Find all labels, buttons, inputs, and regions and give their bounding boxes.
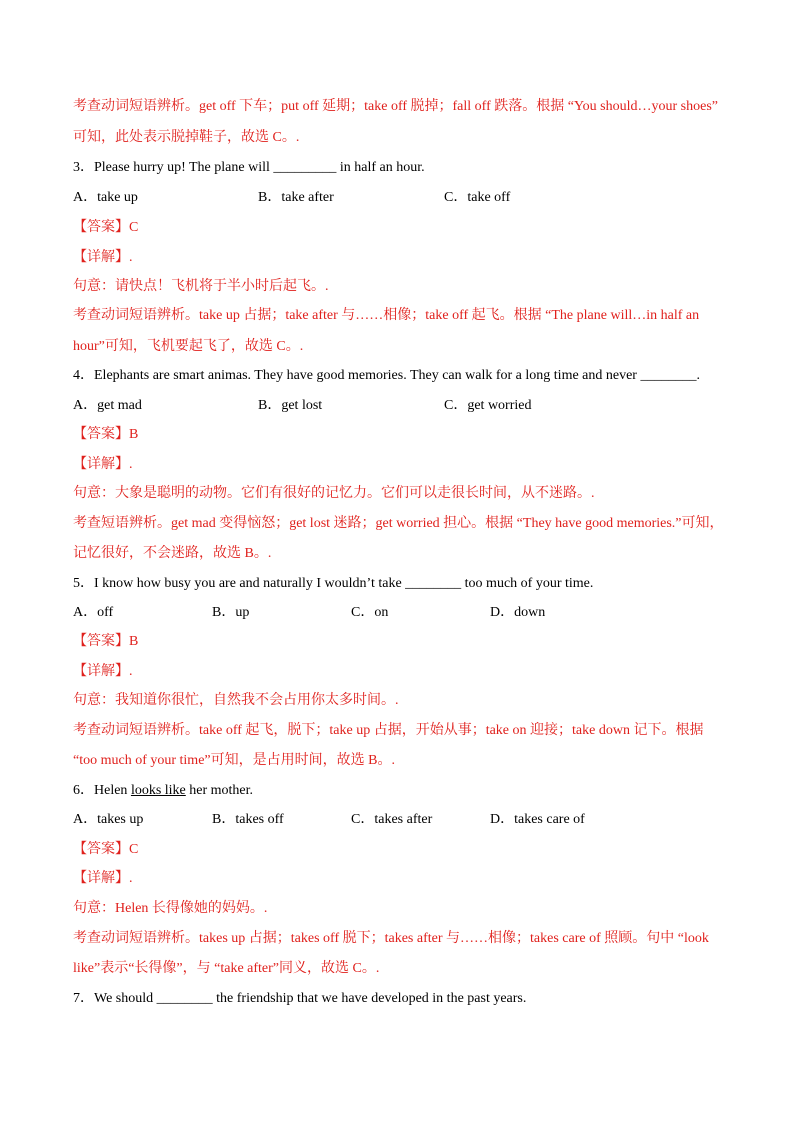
q5-stem: 5．I know how busy you are and naturally I wouldn’t take ________ too much of your time.	[73, 576, 594, 591]
q4-option-a: A．get mad	[73, 398, 142, 413]
q5-option-d: D．down	[490, 605, 546, 620]
q4-detail-heading: 【详解】.	[73, 457, 133, 472]
q6-option-a: A．takes up	[73, 812, 144, 827]
q4-meaning: 句意：大象是聪明的动物。它们有很好的记忆力。它们可以走很长时间，从不迷路。.	[73, 486, 595, 501]
q4-stem: 4．Elephants are smart animas. They have good memories. They can walk for a long time and never ________.	[73, 368, 700, 383]
q6-answer: 【答案】C	[73, 842, 139, 857]
q6-stem-end: her mother.	[185, 783, 254, 798]
q3-answer: 【答案】C	[73, 220, 139, 235]
q3-option-c: C．take off	[444, 190, 511, 205]
q5-option-c: C．on	[351, 605, 389, 620]
q6-stem	[73, 782, 253, 800]
q3-detail-heading: 【详解】.	[73, 250, 133, 265]
q6-option-d: D．takes care of	[490, 812, 585, 827]
q2-analysis-line-2: 可知，此处表示脱掉鞋子，故选 C。.	[73, 130, 300, 145]
q4-analysis-line-2: 记忆很好，不会迷路，故选 B。.	[73, 546, 272, 561]
q6-detail-heading: 【详解】.	[73, 871, 133, 886]
q7-stem: 7．We should ________ the friendship that we have developed in the past years.	[73, 991, 527, 1006]
q6-meaning: 句意：Helen 长得像她的妈妈。.	[73, 901, 268, 916]
q6-underlined-phrase: looks like	[130, 783, 186, 798]
q5-meaning: 句意：我知道你很忙，自然我不会占用你太多时间。.	[73, 693, 399, 708]
q4-option-b: B．get lost	[258, 398, 323, 413]
q4-answer: 【答案】B	[73, 427, 139, 442]
q3-meaning: 句意：请快点！飞机将于半小时后起飞。.	[73, 279, 329, 294]
q6-analysis-line-2: like”表示“长得像”，与 “take after”同义，故选 C。.	[73, 961, 380, 976]
q3-option-b: B．take after	[258, 190, 334, 205]
q4-analysis-line-1: 考查短语辨析。get mad 变得恼怒；get lost 迷路；get worried 担心。根据 “They have good memories.”可知，	[73, 516, 724, 531]
q6-stem-start: 6．Helen	[73, 783, 131, 798]
q5-answer: 【答案】B	[73, 634, 139, 649]
q2-analysis-line-1: 考查动词短语辨析。get off 下车；put off 延期；take off 脱掉；fall off 跌落。根据 “You should…your shoes”	[73, 99, 718, 114]
q5-detail-heading: 【详解】.	[73, 664, 133, 679]
q4-option-c: C．get worried	[444, 398, 532, 413]
q6-analysis-line-1: 考查动词短语辨析。takes up 占据；takes off 脱下；takes after 与……相像；takes care of 照顾。句中 “look	[73, 931, 709, 946]
q6-option-c: C．takes after	[351, 812, 433, 827]
q6-option-b: B．takes off	[212, 812, 284, 827]
q5-analysis-line-1: 考查动词短语辨析。take off 起飞，脱下；take up 占据，开始从事；take on 迎接；take down 记下。根据	[73, 723, 704, 738]
q3-option-a: A．take up	[73, 190, 138, 205]
q3-stem: 3．Please hurry up! The plane will _________ in half an hour.	[73, 160, 425, 175]
q3-analysis-line-1: 考查动词短语辨析。take up 占据；take after 与……相像；take off 起飞。根据 “The plane will…in half an	[73, 308, 700, 323]
q5-option-b: B．up	[212, 605, 250, 620]
q5-option-a: A．off	[73, 605, 114, 620]
q3-analysis-line-2: hour”可知，飞机要起飞了，故选 C。.	[73, 339, 304, 354]
q5-analysis-line-2: “too much of your time”可知，是占用时间，故选 B。.	[73, 753, 395, 768]
